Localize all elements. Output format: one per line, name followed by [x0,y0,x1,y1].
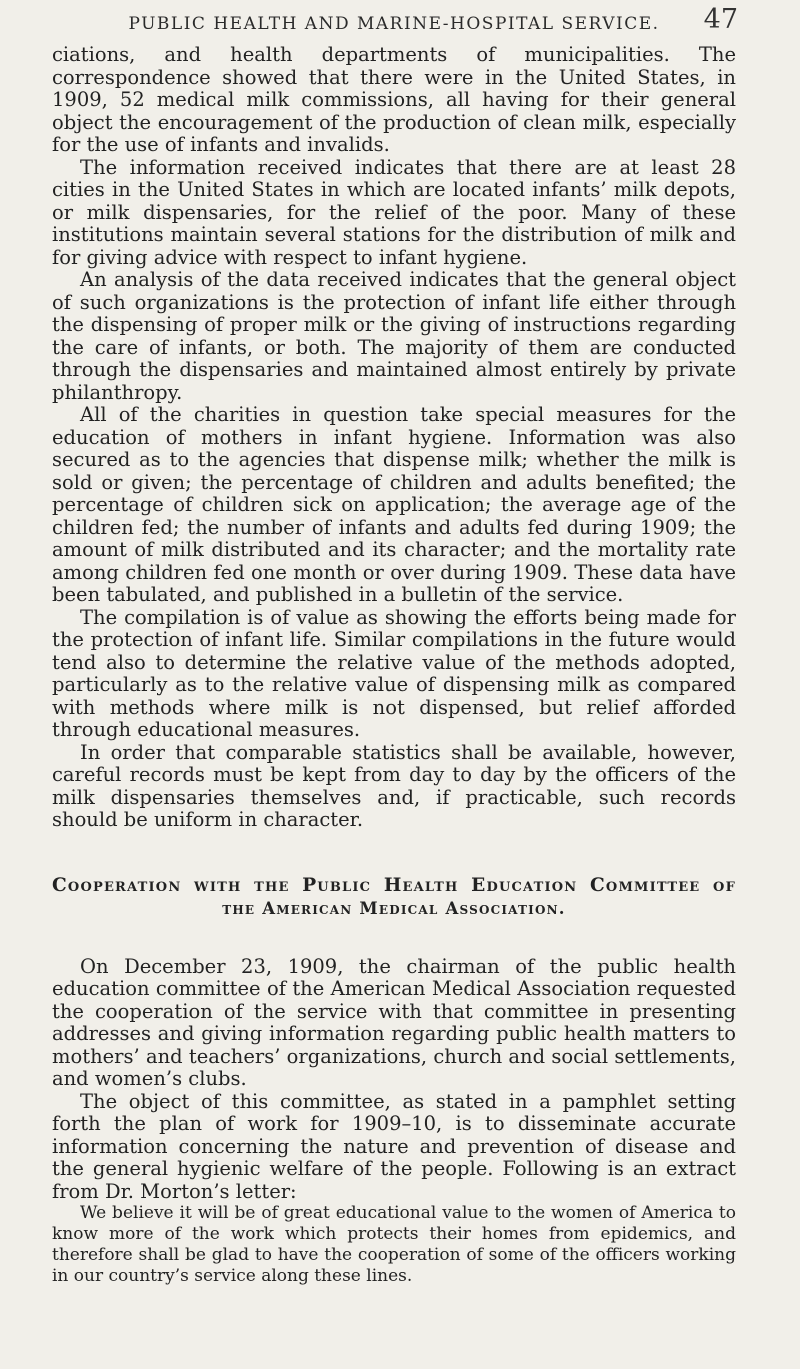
section-milk-dispensaries [52,44,736,832]
paragraph: In order that comparable statistics shall be available, however, careful records must be kept from day to day by the officers of the milk dispensaries themselves and, if practicable, such records should be uniform in character. [52,740,736,831]
running-title: PUBLIC HEALTH AND MARINE-HOSPITAL SERVICE. [128,14,660,34]
block-quote [52,1203,736,1287]
paragraph: On December 23, 1909, the chairman of the public health education committee of the American Medical Association requested the cooperation of the service with that committee in presenting addresses and giving information regarding public health matters to mothers’ and teachers’ organizations, church and social settlements, and women’s clubs. [52,954,736,1090]
quote-paragraph: We believe it will be of great educational value to the women of America to know more of the work which protects their homes from epidemics, and therefore shall be glad to have the cooperation of some of the officers working in our country’s service along these lines. [52,1203,736,1286]
paragraph: All of the charities in question take special measures for the education of mothers in infant hygiene. Information was also secured as to the agencies that dispense milk; whether the milk is sold or given; the percentage of children and adults benefited; the percentage of children sick on application; the average age of the children fed; the number of infants and adults fed during 1909; the amount of milk distributed and its character; and the mortality rate among children fed one month or over during 1909. These data have been tabulated, and published in a bulletin of the service. [52,403,736,606]
paragraph: The object of this committee, as stated in a pamphlet setting forth the plan of work for 1909–10, is to disseminate accurate information concerning the nature and prevention of disease and the general hygienic welfare of the people. Following is an extract from Dr. Morton’s letter: [52,1089,736,1203]
section-cooperation [52,956,736,1204]
section-heading-line-2: the American Medical Association. [222,898,566,918]
page-number: 47 [703,4,738,35]
paragraph: The information received indicates that there are at least 28 cities in the United States in which are located infants’ milk depots, or milk dispensaries, for the relief of the poor. Many of these institutions maintain several stations for the distribution of milk and for giving advice with respect to infant hygiene. [52,155,736,269]
section-heading-line-1: Cooperation with the Public Health Education Committee of [52,874,736,896]
paragraph: The compilation is of value as showing the efforts being made for the protection of infant life. Similar compilations in the future would tend also to determine the relative value of the methods adopted, particularly as to the relative value of dispensing milk as compared with methods where milk is not dispensed, but relief afforded through educational measures. [52,605,736,741]
page-header [52,0,736,44]
paragraph: An analysis of the data received indicates that the general object of such organizations is the protection of infant life either through the dispensing of proper milk or the giving of instructions regarding the care of infants, or both. The majority of them are conducted through the dispensaries and maintained almost entirely by private philanthropy. [52,268,736,404]
section-heading [52,874,736,920]
paragraph: ciations, and health departments of municipalities. The correspondence showed that there were in the United States, in 1909, 52 medical milk commissions, all having for their general object the encouragement of the production of clean milk, especially for the use of infants and invalids. [52,43,736,156]
